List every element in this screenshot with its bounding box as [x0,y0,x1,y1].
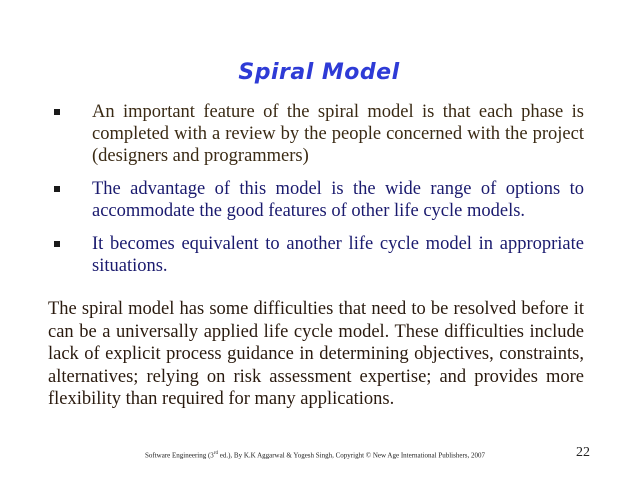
bullet-text: The advantage of this model is the wide range of options to accommodate the good features of other life cycle models. [92,179,584,221]
square-bullet-icon [54,241,60,247]
body-paragraph: The spiral model has some difficulties that need to be resolved before it can be a universally applied life cycle model. These difficulties include lack of explicit process guidance in determining objectives, constraints, alternatives; relying on risk assessment expertise; and provides more flexibility than required for many applications. [48,299,584,409]
footer-text-start: Software Engineering (3 [145,451,214,460]
square-bullet-icon [54,109,60,115]
bullet-list [48,101,584,288]
bullet-item [48,178,584,222]
footer-text-end: ed.), By K.K Aggarwal & Yogesh Singh, Copyright © New Age International Publishers, 2007 [217,451,486,460]
bullet-item [48,233,584,277]
footer-superscript: rd [213,451,218,456]
square-bullet-icon [54,186,60,192]
footer-citation [145,451,485,459]
bullet-text: An important feature of the spiral model is that each phase is completed with a review by the people concerned with the project (designers and programmers) [92,102,584,166]
bullet-text: It becomes equivalent to another life cycle model in appropriate situations. [92,234,584,276]
slide-title: Spiral Model [238,60,400,85]
page-number: 22 [576,445,590,460]
bullet-item [48,101,584,167]
